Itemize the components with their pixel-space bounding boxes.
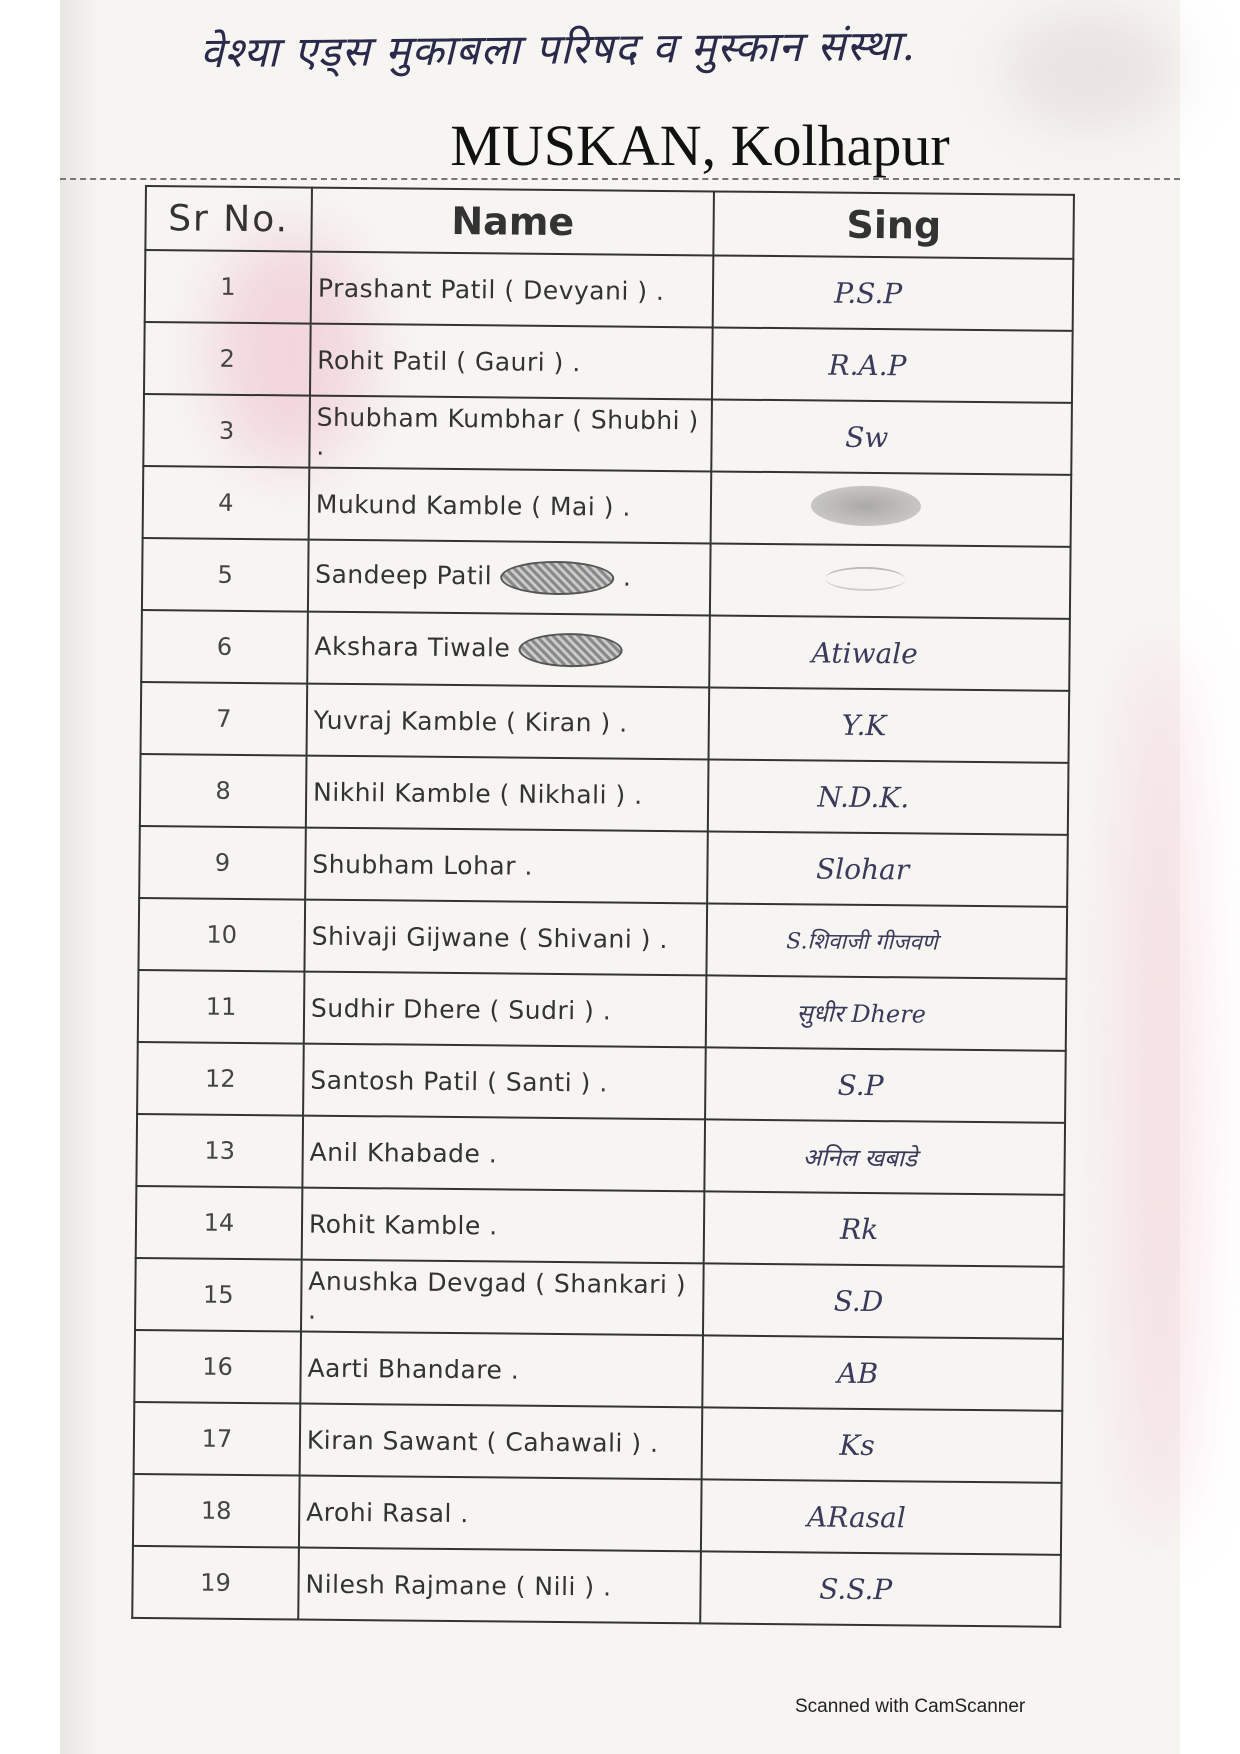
- table-row: [136, 1114, 1065, 1195]
- table-row: [139, 826, 1068, 907]
- table-row: [138, 970, 1067, 1051]
- row-sr: 6: [141, 610, 308, 684]
- row-signature: [711, 471, 1071, 546]
- row-name: Santosh Patil ( Santi ) .: [303, 1044, 706, 1120]
- row-name: Nikhil Kamble ( Nikhali ) .: [306, 756, 709, 832]
- row-sr: 17: [134, 1402, 301, 1476]
- attendance-table: [131, 185, 1075, 1628]
- table-row: [137, 1042, 1066, 1123]
- row-sr: 10: [138, 898, 305, 972]
- fingerprint-mark: [811, 485, 921, 526]
- stain-mark: [1120, 640, 1200, 1540]
- row-name: Aarti Bhandare .: [300, 1332, 703, 1408]
- row-sr: 8: [140, 754, 307, 828]
- row-signature: S.P: [705, 1047, 1065, 1122]
- row-name: Prashant Patil ( Devyani ) .: [311, 252, 714, 328]
- row-signature: Y.K: [709, 687, 1069, 762]
- header-divider: [60, 178, 1180, 180]
- header-name: Name: [311, 188, 714, 256]
- row-signature: [710, 543, 1070, 618]
- row-sr: 18: [133, 1474, 300, 1548]
- row-name: Sandeep Patil .: [308, 540, 711, 616]
- row-signature: Ks: [702, 1407, 1062, 1482]
- table-row: [134, 1402, 1063, 1483]
- row-name: Rohit Patil ( Gauri ) .: [310, 324, 713, 400]
- row-name: Anushka Devgad ( Shankari ) .: [301, 1260, 704, 1336]
- row-sr: 12: [137, 1042, 304, 1116]
- row-sr: 1: [145, 250, 312, 324]
- row-name: Rohit Kamble .: [302, 1188, 705, 1264]
- row-name: Nilesh Rajmane ( Nili ) .: [298, 1548, 701, 1624]
- table-row: [142, 538, 1071, 619]
- document-title: MUSKAN, Kolhapur: [450, 113, 950, 178]
- row-name: Shubham Lohar .: [305, 828, 708, 904]
- row-sr: 13: [136, 1114, 303, 1188]
- row-name: Arohi Rasal .: [299, 1476, 702, 1552]
- row-sr: 16: [134, 1330, 301, 1404]
- row-sr: 2: [144, 322, 311, 396]
- row-name: Shivaji Gijwane ( Shivani ) .: [304, 900, 707, 976]
- table-row: [143, 466, 1072, 547]
- row-name: Sudhir Dhere ( Sudri ) .: [304, 972, 707, 1048]
- redacted-mark: [519, 633, 623, 668]
- table-row: [141, 682, 1070, 763]
- row-sr: 19: [132, 1546, 299, 1620]
- header-sr-no: Sr No.: [145, 186, 311, 252]
- handwritten-header: वेश्या एड्स मुकाबला परिषद व मुस्कान संस्था.: [199, 20, 917, 78]
- row-sr: 5: [142, 538, 309, 612]
- row-name: Kiran Sawant ( Cahawali ) .: [300, 1404, 703, 1480]
- row-signature: Atiwale: [710, 615, 1070, 690]
- row-name: Mukund Kamble ( Mai ) .: [308, 468, 711, 544]
- row-signature: P.S.P: [713, 255, 1073, 330]
- row-sr: 7: [141, 682, 308, 756]
- row-sr: 9: [139, 826, 306, 900]
- row-signature: S.D: [703, 1263, 1063, 1338]
- header-sign: Sing: [714, 191, 1074, 258]
- table-row: [138, 898, 1067, 979]
- row-name: Anil Khabade .: [302, 1116, 705, 1192]
- row-signature: ARasal: [701, 1479, 1061, 1554]
- table-row: [136, 1186, 1065, 1267]
- row-name: Shubham Kumbhar ( Shubhi ) .: [309, 396, 712, 472]
- row-sr: 15: [135, 1258, 302, 1332]
- scanner-watermark: Scanned with CamScanner: [795, 1696, 1026, 1717]
- row-signature: S.शिवाजी गीजवणे: [707, 903, 1067, 978]
- table-row: [135, 1258, 1064, 1339]
- row-signature: Sw: [712, 399, 1072, 474]
- row-signature: S.S.P: [701, 1551, 1061, 1626]
- row-sr: 3: [143, 394, 310, 468]
- table-row: [132, 1546, 1061, 1627]
- row-name: Yuvraj Kamble ( Kiran ) .: [306, 684, 709, 760]
- row-sr: 14: [136, 1186, 303, 1260]
- row-signature: Rk: [704, 1191, 1064, 1266]
- table-row: [144, 322, 1073, 403]
- row-sr: 11: [138, 970, 305, 1044]
- row-signature: Slohar: [707, 831, 1067, 906]
- row-name: [307, 612, 710, 688]
- table-row: [141, 610, 1070, 691]
- table-row: [140, 754, 1069, 835]
- paper-shadow: [60, 0, 100, 1754]
- row-signature: अनिल खबाडे: [705, 1119, 1065, 1194]
- table-row: [143, 394, 1072, 475]
- row-signature: AB: [703, 1335, 1063, 1410]
- table-header-row: [145, 186, 1074, 259]
- table-row: [133, 1474, 1062, 1555]
- row-name-text: Akshara Tiwale: [314, 631, 511, 663]
- redacted-mark: [500, 560, 614, 595]
- row-name-text: Sandeep Patil: [315, 559, 493, 591]
- row-signature: सुधीर Dhere: [706, 975, 1066, 1050]
- table-row: [145, 250, 1074, 331]
- row-signature: R.A.P: [712, 327, 1072, 402]
- row-signature: N.D.K.: [708, 759, 1068, 834]
- row-sr: 4: [143, 466, 310, 540]
- table-row: [134, 1330, 1063, 1411]
- faint-signature-mark: [825, 566, 905, 591]
